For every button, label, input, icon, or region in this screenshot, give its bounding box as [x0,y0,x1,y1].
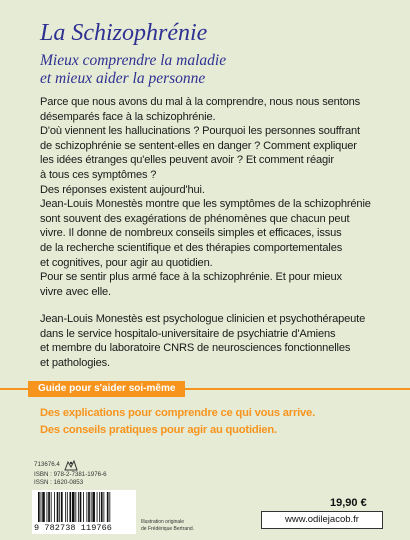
description-line: Des réponses existent aujourd'hui. [40,183,205,196]
guide-highlights [40,405,315,439]
product-code: 713676.4 [34,461,60,469]
description-line: vivre avec elle. [40,285,111,298]
barcode [32,490,136,534]
issn-number: ISSN : 1620-0853 [34,479,84,487]
description-line: de la recherche scientifique et des thérapies comportementales [40,241,343,254]
odile-jacob-logo-icon [64,460,78,471]
author-line: et membre du laboratoire CNRS de neurosciences fonctionnelles [40,342,351,355]
subtitle-line: Mieux comprendre la maladie [40,52,227,69]
barcode-bars [36,492,134,524]
illustration-credit [141,519,194,532]
credit-line: de Frédérique Bertrand. [141,525,195,532]
description-text [40,95,380,299]
author-line: et pathologies. [40,356,110,369]
subtitle-line: et mieux aider la personne [40,70,206,87]
isbn-block [34,460,107,487]
credit-line: Illustration originale [141,519,185,525]
barcode-digits: 9 782738 119766 [34,523,113,533]
description-line: Jean-Louis Monestès montre que les symptômes de la schizophrénie [40,198,371,211]
description-line: D'où viennent les hallucinations ? Pourquoi les personnes souffrant [40,125,360,138]
description-line: désemparés face à la schizophrénie. [40,110,216,123]
author-line: Jean-Louis Monestès est psychologue clinicien et psychothérapeute [40,313,366,325]
publisher-url: www.odilejacob.fr [261,511,383,529]
book-subtitle [40,52,226,88]
guide-line: Des conseils pratiques pour agir au quotidien. [40,424,277,436]
description-line: à tous ces symptômes ? [40,168,157,181]
description-line: et cognitives, pour agir au quotidien. [40,256,213,269]
description-line: vivre. Il donne de nombreux conseils simples et efficaces, issus [40,227,342,240]
description-line: de schizophrénie se sentent-elles en danger ? Comment expliquer [40,139,357,152]
description-line: Pour se sentir plus armé face à la schizophrénie. Et pour mieux [40,271,342,284]
author-bio [40,312,380,370]
price-label: 19,90 € [330,497,367,509]
description-line: sont souvent des exagérations de phénomènes que chacun peut [40,212,350,225]
description-line: les idées étranges qu'elles peuvent avoir ? Et comment réagir [40,154,334,167]
isbn-number: ISBN : 978-2-7381-1976-6 [34,471,107,478]
book-title: La Schizophrénie [40,20,208,46]
guide-line: Des explications pour comprendre ce qui vous arrive. [40,407,315,419]
guide-series-tab: Guide pour s'aider soi-même [28,381,185,397]
author-line: dans le service hospitalo-universitaire de psychiatrie d'Amiens [40,327,336,340]
description-line: Parce que nous avons du mal à la comprendre, nous nous sentons [40,96,361,108]
